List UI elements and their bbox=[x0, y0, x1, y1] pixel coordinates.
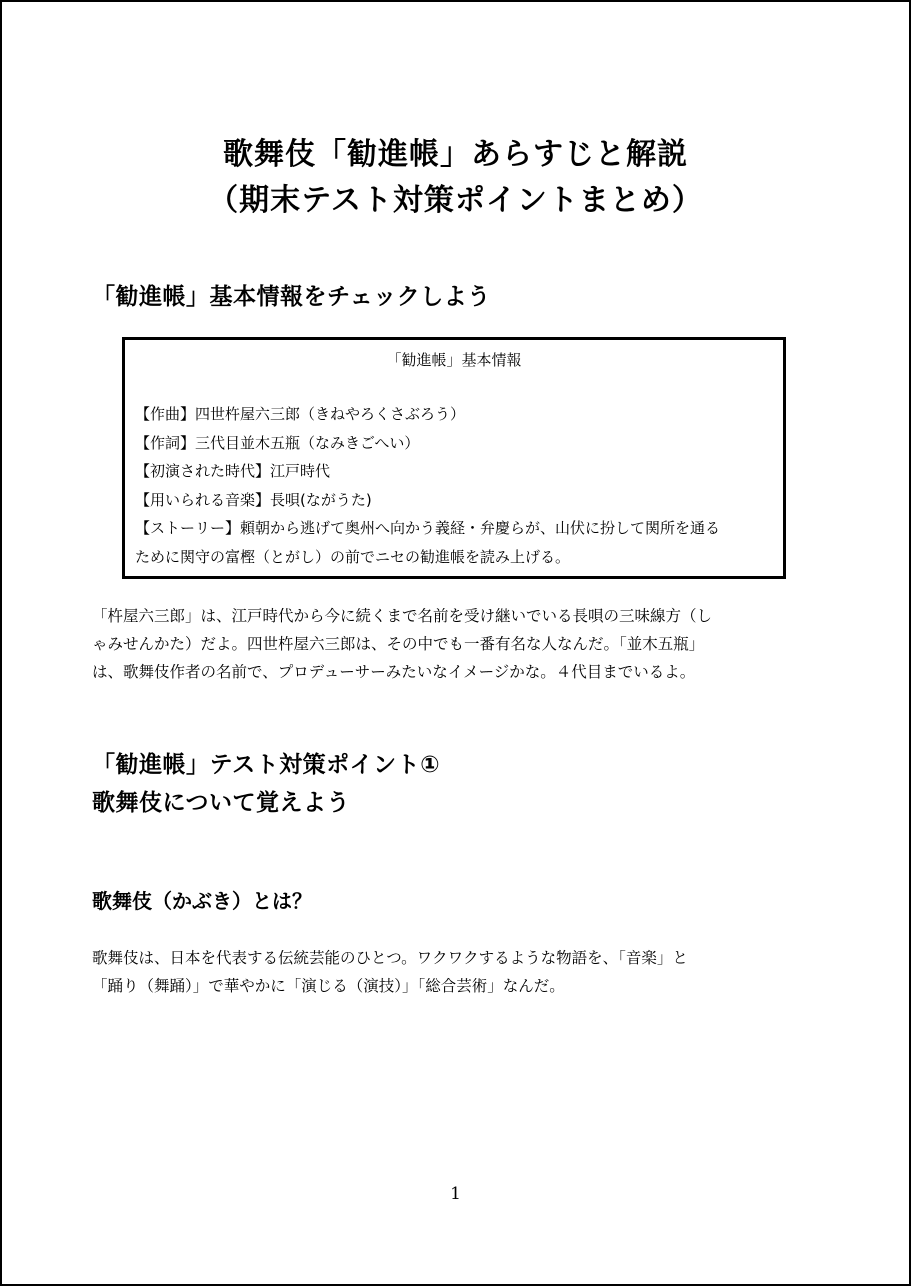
info-line-story: 【ストーリー】頼朝から逃げて奥州へ向かう義経・弁慶らが、山伏に扮して関所を通る bbox=[135, 519, 721, 537]
info-line-story-cont: ために関守の富樫（とがし）の前でニセの勧進帳を読み上げる。 bbox=[135, 547, 571, 566]
info-line-lyricist: 【作詞】三代目並木五瓶（なみきごへい） bbox=[135, 433, 420, 452]
paragraph-line: 歌舞伎は、日本を代表する伝統芸能のひとつ。ワクワクするような物語を、「音楽」と bbox=[92, 949, 688, 967]
section-heading-test-point-1: 「勧進帳」テスト対策ポイント① bbox=[92, 752, 441, 778]
paragraph-line: は、歌舞伎作者の名前で、プロデューサーみたいなイメージかな。４代目までいるよ。 bbox=[92, 663, 696, 681]
section-heading-kabuki: 歌舞伎について覚えよう bbox=[92, 790, 351, 816]
info-box-title: 「勧進帳」基本情報 bbox=[386, 351, 522, 369]
kabuki-paragraph bbox=[92, 944, 812, 1000]
title-line-2: （期末テスト対策ポイントまとめ） bbox=[208, 183, 703, 218]
section-heading-basic-info: 「勧進帳」基本情報をチェックしよう bbox=[92, 284, 491, 310]
info-line-music: 【用いられる音楽】長唄(ながうた) bbox=[135, 490, 372, 509]
info-line-era: 【初演された時代】江戸時代 bbox=[135, 462, 331, 480]
basic-info-box bbox=[122, 337, 786, 579]
title-line-1: 歌舞伎「勧進帳」あらすじと解説 bbox=[223, 137, 688, 172]
paragraph-line: 「踊り（舞踊）」で華やかに「演じる（演技）」「総合芸術」なんだ。 bbox=[92, 977, 565, 995]
explanation-paragraph bbox=[92, 602, 812, 686]
page-title bbox=[2, 132, 909, 224]
subheading-what-is-kabuki: 歌舞伎（かぶき）とは？ bbox=[92, 889, 312, 913]
paragraph-line: 「杵屋六三郎」は、江戸時代から今に続くまで名前を受け継いでいる長唄の三味線方（し bbox=[92, 607, 713, 625]
page-number: 1 bbox=[450, 1184, 461, 1204]
info-line-composer: 【作曲】四世杵屋六三郎（きねやろくさぶろう） bbox=[135, 405, 466, 423]
paragraph-line: ゃみせんかた）だよ。四世杵屋六三郎は、その中でも一番有名な人なんだ。「並木五瓶」 bbox=[92, 635, 705, 653]
